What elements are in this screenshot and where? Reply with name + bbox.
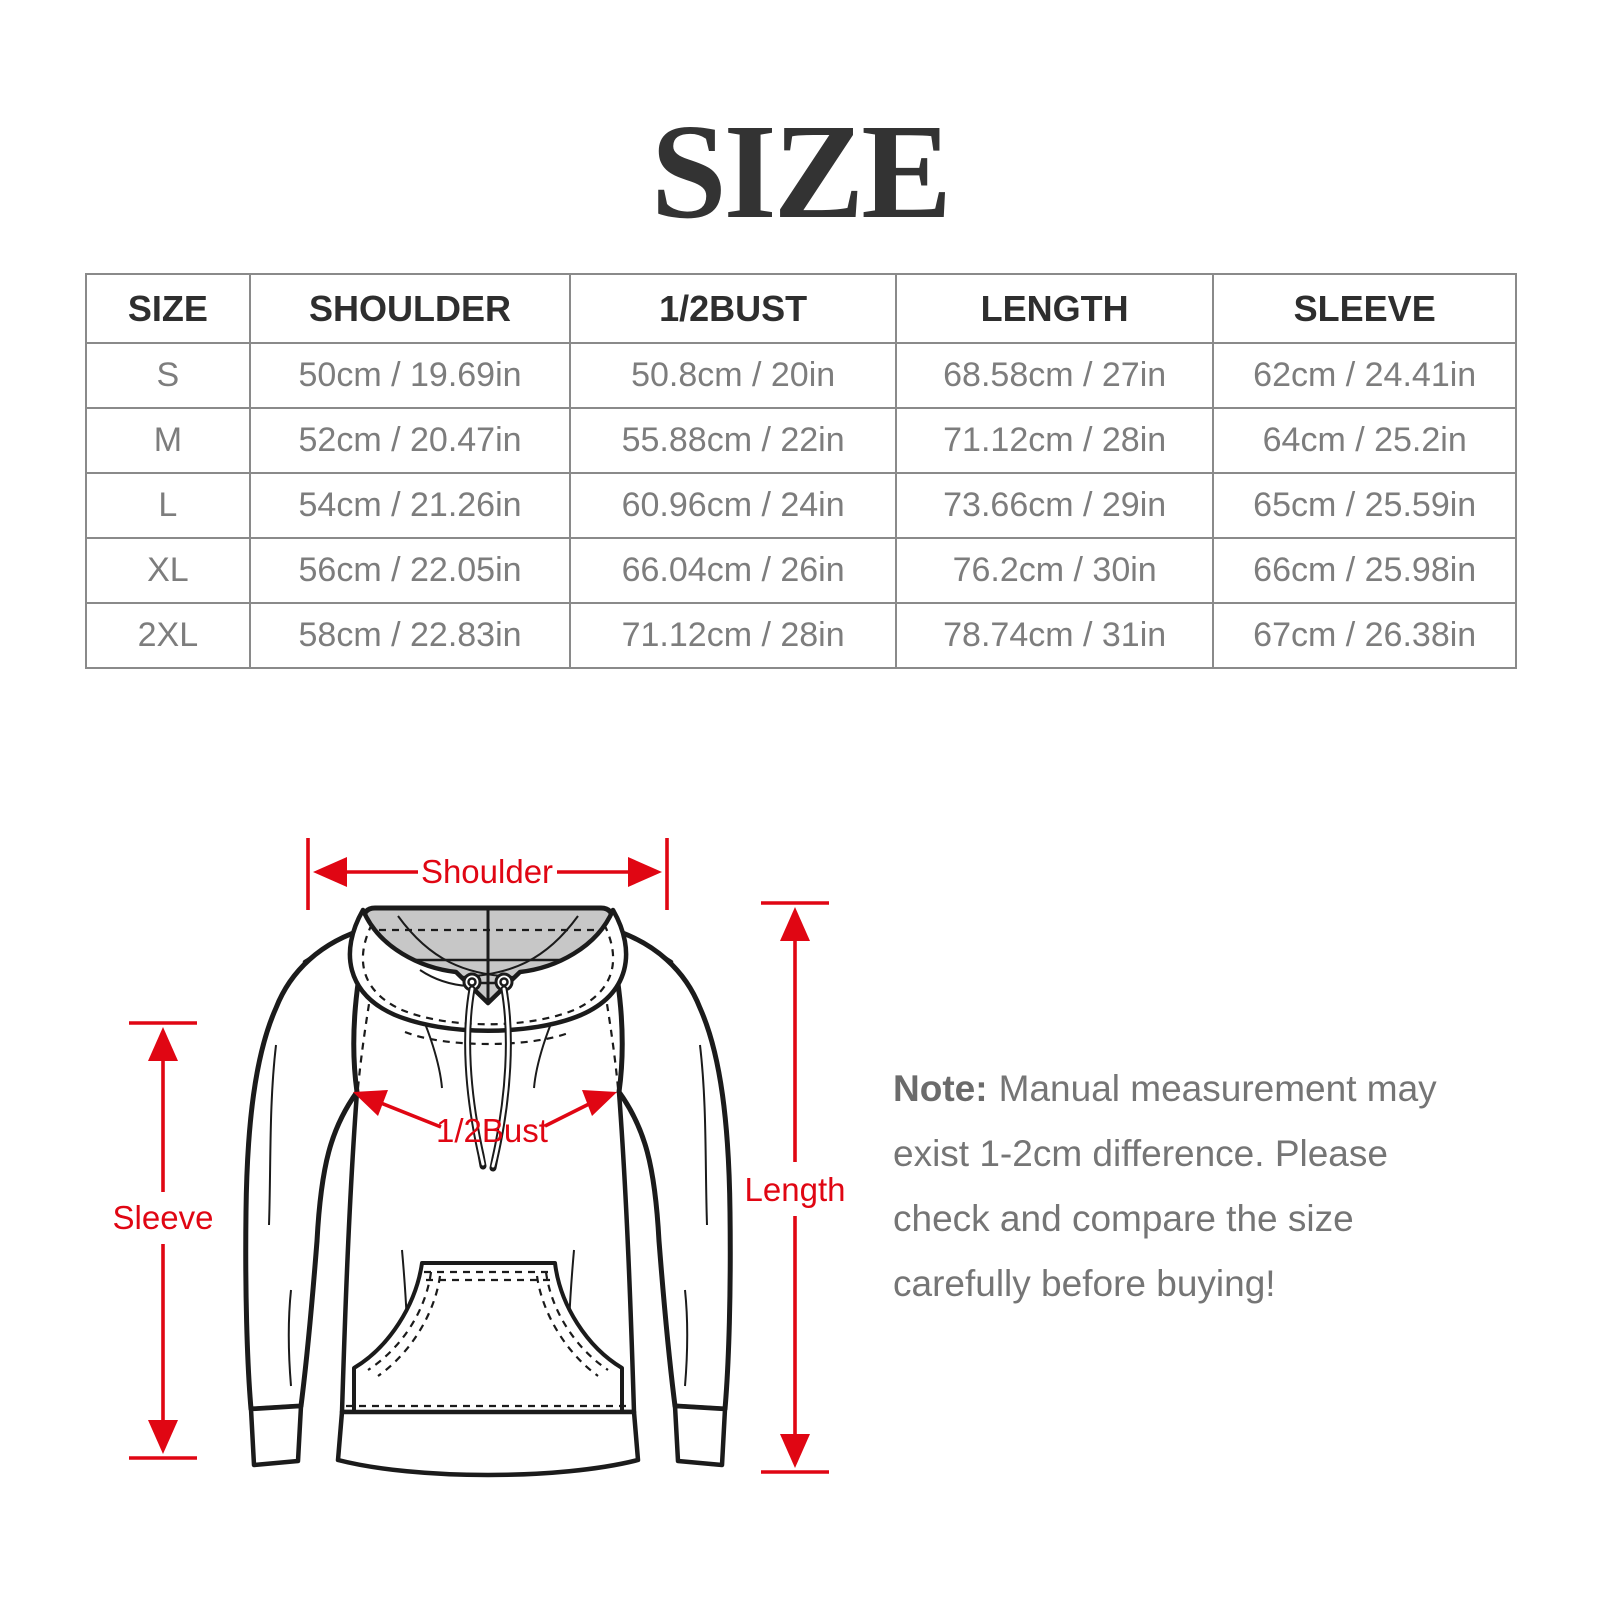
bust-cell: 55.88cm / 22in bbox=[570, 408, 896, 473]
size-table bbox=[85, 273, 1517, 669]
length-label: Length bbox=[744, 1171, 846, 1208]
table-row bbox=[86, 408, 1516, 473]
bust-cell: 71.12cm / 28in bbox=[570, 603, 896, 668]
note-line: check and compare the size bbox=[893, 1198, 1354, 1239]
table-row bbox=[86, 538, 1516, 603]
shoulder-cell: 54cm / 21.26in bbox=[250, 473, 571, 538]
col-header-size: SIZE bbox=[86, 274, 250, 343]
note-text bbox=[893, 1056, 1513, 1316]
shoulder-cell: 56cm / 22.05in bbox=[250, 538, 571, 603]
hoodie-line-art bbox=[246, 908, 731, 1475]
length-cell: 71.12cm / 28in bbox=[896, 408, 1213, 473]
hoodie-right-cuff bbox=[675, 1406, 725, 1465]
table-row bbox=[86, 603, 1516, 668]
size-cell: 2XL bbox=[86, 603, 250, 668]
size-cell: L bbox=[86, 473, 250, 538]
length-cell: 73.66cm / 29in bbox=[896, 473, 1213, 538]
length-cell: 76.2cm / 30in bbox=[896, 538, 1213, 603]
hoodie-measurement-diagram bbox=[100, 820, 850, 1570]
bust-cell: 50.8cm / 20in bbox=[570, 343, 896, 408]
col-header-sleeve: SLEEVE bbox=[1213, 274, 1516, 343]
note-line-text: Manual measurement may bbox=[998, 1068, 1437, 1109]
table-row bbox=[86, 473, 1516, 538]
col-header-shoulder: SHOULDER bbox=[250, 274, 571, 343]
note-line: carefully before buying! bbox=[893, 1263, 1276, 1304]
note-label: Note: bbox=[893, 1068, 988, 1109]
note-line bbox=[893, 1056, 1513, 1121]
length-cell: 68.58cm / 27in bbox=[896, 343, 1213, 408]
size-cell: M bbox=[86, 408, 250, 473]
sleeve-cell: 64cm / 25.2in bbox=[1213, 408, 1516, 473]
length-measure-arrow bbox=[745, 903, 846, 1472]
shoulder-label: Shoulder bbox=[420, 853, 554, 890]
bust-label: 1/2Bust bbox=[436, 1112, 548, 1149]
sleeve-label: Sleeve bbox=[112, 1199, 214, 1236]
col-header-bust: 1/2BUST bbox=[570, 274, 896, 343]
shoulder-cell: 50cm / 19.69in bbox=[250, 343, 571, 408]
size-cell: XL bbox=[86, 538, 250, 603]
col-header-length: LENGTH bbox=[896, 274, 1213, 343]
page-title: SIZE bbox=[651, 97, 949, 247]
size-cell: S bbox=[86, 343, 250, 408]
hoodie-left-cuff bbox=[251, 1406, 301, 1465]
length-cell: 78.74cm / 31in bbox=[896, 603, 1213, 668]
table-header-row bbox=[86, 274, 1516, 343]
shoulder-measure-arrow bbox=[308, 838, 667, 910]
sleeve-cell: 62cm / 24.41in bbox=[1213, 343, 1516, 408]
bust-cell: 60.96cm / 24in bbox=[570, 473, 896, 538]
sleeve-cell: 65cm / 25.59in bbox=[1213, 473, 1516, 538]
shoulder-cell: 52cm / 20.47in bbox=[250, 408, 571, 473]
sleeve-cell: 67cm / 26.38in bbox=[1213, 603, 1516, 668]
bust-cell: 66.04cm / 26in bbox=[570, 538, 896, 603]
table-row bbox=[86, 343, 1516, 408]
sleeve-measure-arrow bbox=[113, 1023, 214, 1458]
hoodie-hem bbox=[338, 1412, 638, 1475]
sleeve-cell: 66cm / 25.98in bbox=[1213, 538, 1516, 603]
shoulder-cell: 58cm / 22.83in bbox=[250, 603, 571, 668]
note-line: exist 1-2cm difference. Please bbox=[893, 1133, 1388, 1174]
